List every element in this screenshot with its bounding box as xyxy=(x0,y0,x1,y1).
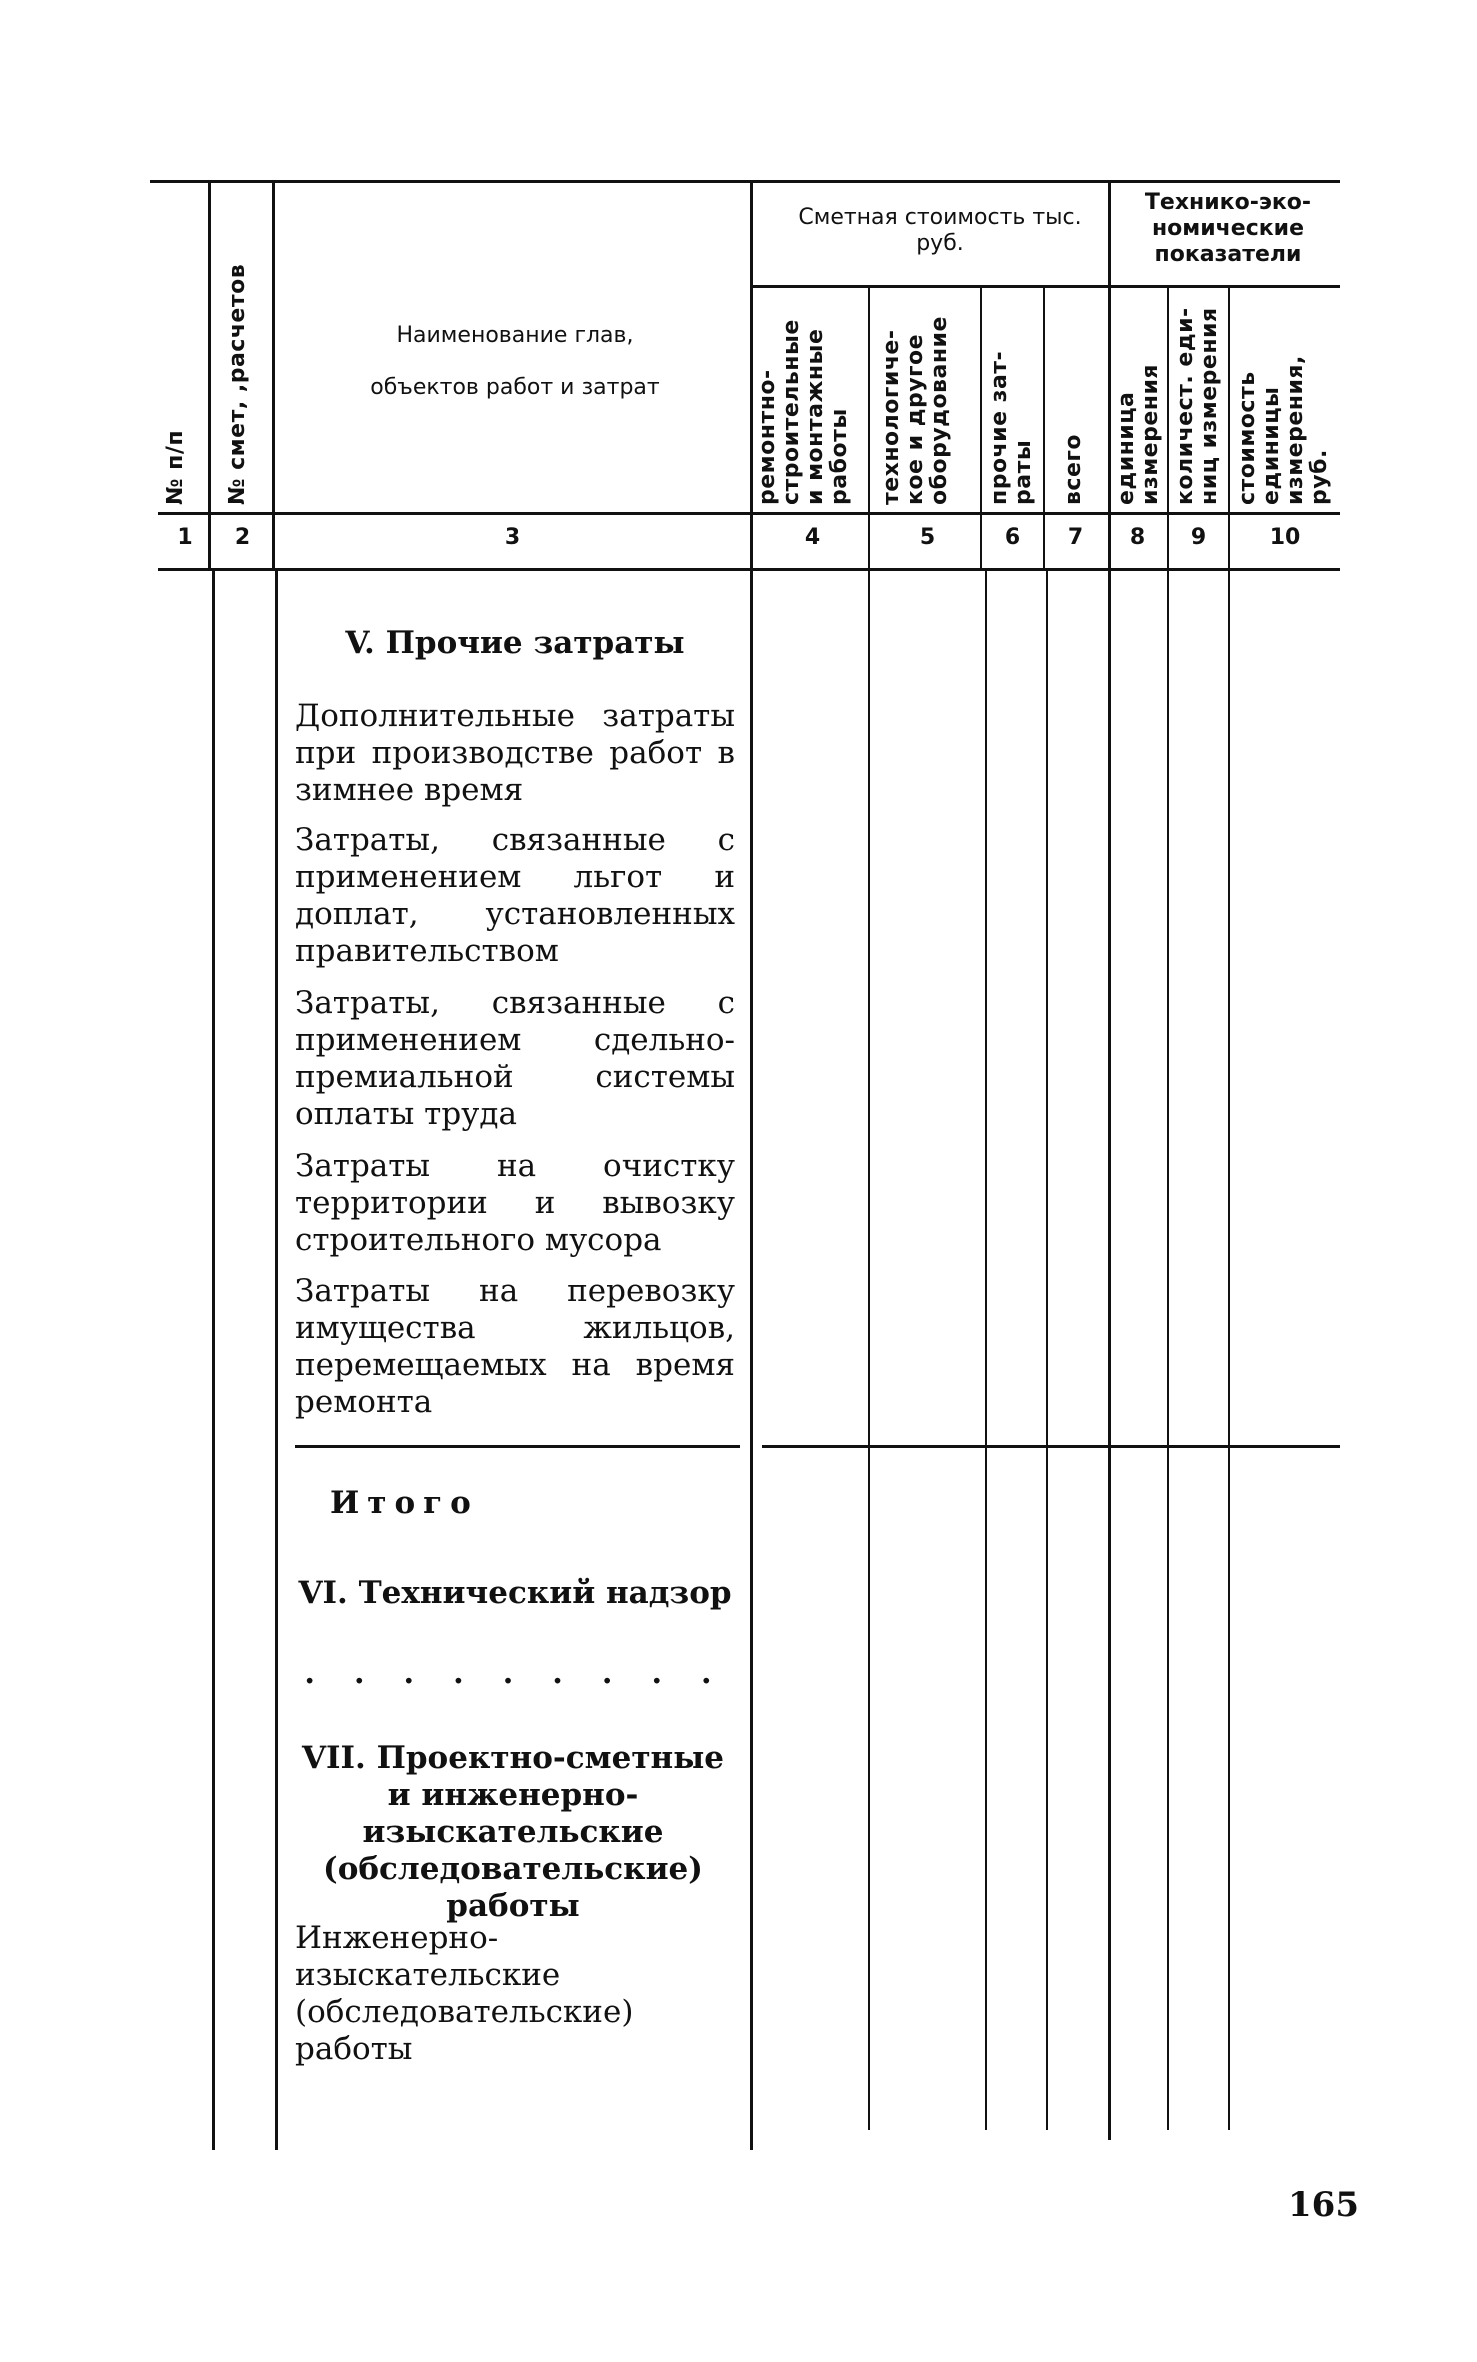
column-number: 7 xyxy=(1067,525,1084,550)
body-col-line xyxy=(212,570,215,2150)
total-rule-right xyxy=(762,1445,1340,1448)
body-col-line xyxy=(275,570,278,2150)
column-number: 3 xyxy=(504,525,521,550)
header-top-rule xyxy=(150,180,1340,183)
header-number-rule xyxy=(158,512,1340,515)
item-cleanup-costs: Затраты на очистку территории и вывозку строительного мусора xyxy=(295,1148,735,1258)
header-col-line xyxy=(750,180,753,568)
total-label: Итого xyxy=(330,1485,479,1521)
header-group-tech: Технико-эко-номические показатели xyxy=(1144,190,1312,267)
body-col-line xyxy=(1228,570,1230,2130)
header-col-line xyxy=(1228,285,1230,568)
body-col-line xyxy=(1108,570,1111,2140)
header-group-rule xyxy=(750,285,1340,288)
header-col8: единица измерения xyxy=(1114,363,1163,505)
header-col9: количест. еди- ниц измерения xyxy=(1173,307,1222,505)
body-col-line xyxy=(750,570,753,2150)
header-col-line xyxy=(868,285,870,568)
column-number: 4 xyxy=(804,525,821,550)
body-col-line xyxy=(1167,570,1169,2130)
header-col5: технологиче- кое и другое оборудование xyxy=(879,316,952,505)
header-group-cost: Сметная стоимость тыс. руб. xyxy=(798,205,1082,256)
column-number: 1 xyxy=(177,525,193,550)
item-relocation-costs: Затраты на перевозку имущества жильцов, перемещаемых на время ремонта xyxy=(295,1273,735,1420)
header-col-line xyxy=(208,180,211,568)
header-col-line xyxy=(1108,180,1111,568)
column-number: 8 xyxy=(1129,525,1146,550)
item-survey-works: Инженерно-изыскательские (обследовательские) работы xyxy=(295,1920,634,2067)
body-col-line xyxy=(868,570,870,2130)
dots-row: . . . . . . . . . xyxy=(304,1655,726,1691)
body-col-line xyxy=(985,570,987,2130)
header-col1: № п/п xyxy=(163,429,188,505)
header-col7: всего xyxy=(1061,434,1086,505)
section7-title: VII. Проектно-сметные и инженерно-изыскательские (обследовательские) работы xyxy=(301,1740,725,1924)
column-number: 9 xyxy=(1190,525,1207,550)
column-number: 10 xyxy=(1269,525,1301,550)
header-bottom-rule xyxy=(158,568,1340,571)
header-col-line xyxy=(980,285,982,568)
header-col-line xyxy=(1043,285,1045,568)
header-col-line xyxy=(1167,285,1169,568)
header-col4: ремонтно- строительные и монтажные работы xyxy=(755,319,852,505)
page-number: 165 xyxy=(1288,2185,1359,2225)
total-rule-left xyxy=(295,1445,740,1448)
header-col3-line2: объектов работ и затрат xyxy=(370,375,660,400)
header-col10: стоимость единицы измерения, руб. xyxy=(1235,355,1332,505)
header-col6: прочие зат- раты xyxy=(987,350,1036,505)
item-piecework-costs: Затраты, связанные с применением сдельно-премиальной системы оплаты труда xyxy=(295,985,735,1132)
body-col-line xyxy=(1046,570,1048,2130)
column-number: 2 xyxy=(234,525,251,550)
column-number: 5 xyxy=(919,525,936,550)
section6-title: VI. Технический надзор xyxy=(298,1575,732,1611)
section5-title: V. Прочие затраты xyxy=(345,625,685,661)
header-col3-line1: Наименование глав, xyxy=(396,323,634,348)
header-col2: № смет, ,расчетов xyxy=(225,263,250,505)
header-col3 xyxy=(300,310,730,414)
item-benefits-costs: Затраты, связанные с применением льгот и доплат, установленных правительством xyxy=(295,822,735,969)
header-col-line xyxy=(272,180,275,568)
column-number: 6 xyxy=(1004,525,1021,550)
item-winter-costs: Дополнительные затраты при производстве работ в зимнее время xyxy=(295,698,735,808)
